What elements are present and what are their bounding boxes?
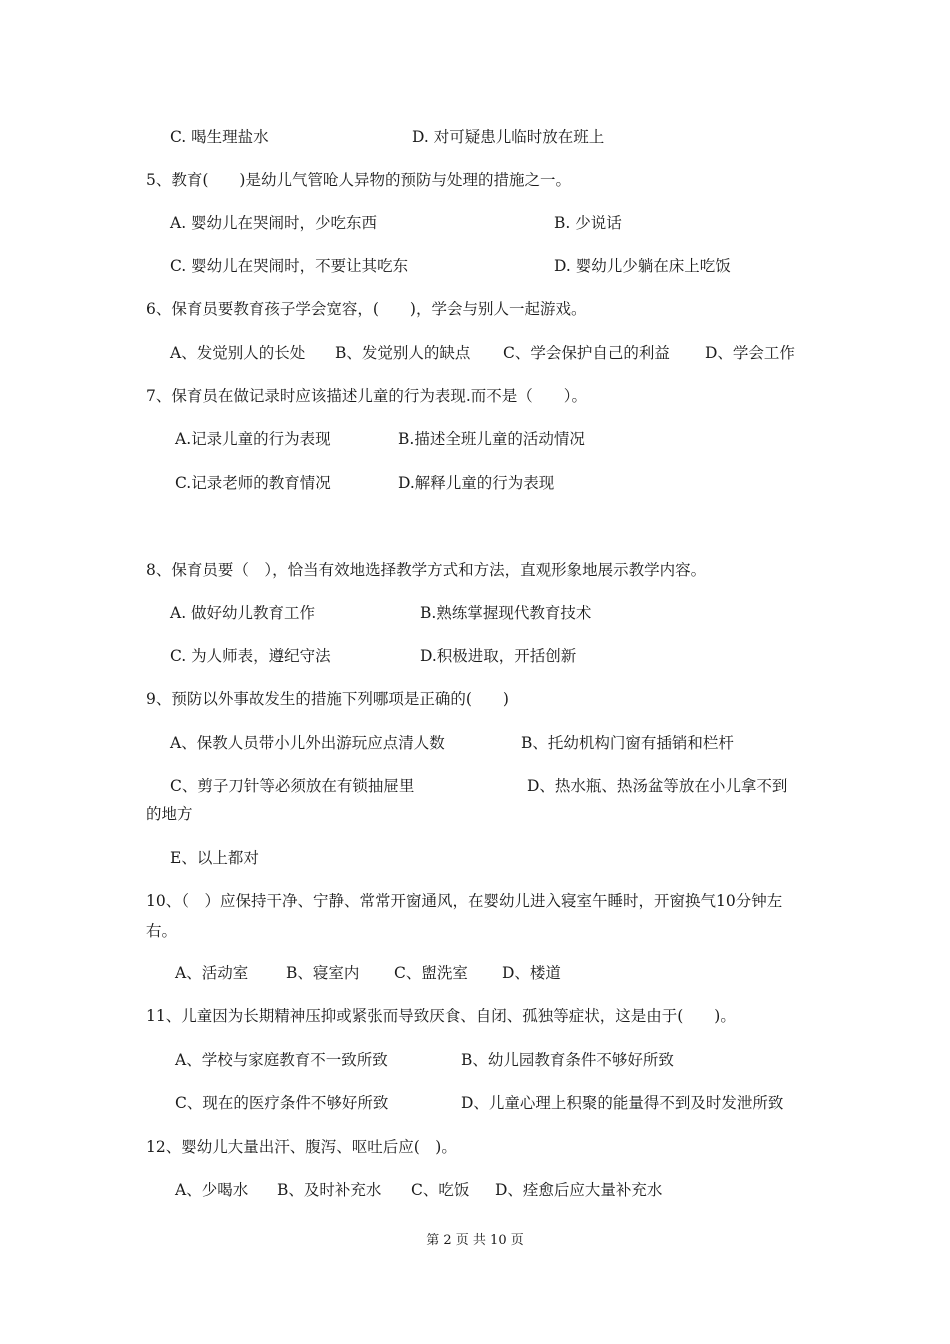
q6-option-a: A、发觉别人的长处 — [170, 344, 306, 362]
q8-option-b: B.熟练掌握现代教育技术 — [420, 604, 592, 622]
q11-option-b: B、幼儿园教育条件不够好所致 — [461, 1051, 674, 1069]
q4-option-c: C. 喝生理盐水 — [170, 128, 269, 146]
q10-option-b: B、寝室内 — [286, 964, 360, 982]
q10-option-a: A、活动室 — [175, 964, 249, 982]
q5-option-a: A. 婴幼儿在哭闹时，少吃东西 — [170, 214, 378, 232]
q5-option-b: B. 少说话 — [554, 214, 622, 232]
q12-option-d: D、痊愈后应大量补充水 — [495, 1181, 663, 1199]
q10-option-d: D、楼道 — [502, 964, 561, 982]
q12-option-c: C、吃饭 — [411, 1181, 470, 1199]
q10-option-c: C、盥洗室 — [394, 964, 468, 982]
q5-stem: 5、教育( )是幼儿气管呛人异物的预防与处理的措施之一。 — [146, 171, 571, 189]
q7-option-c: C.记录老师的教育情况 — [175, 474, 331, 492]
q10-stem: 10、（ ）应保持干净、宁静、常常开窗通风，在婴幼儿进入寝室午睡时，开窗换气10分钟左右。 — [146, 892, 783, 940]
q11-stem: 11、儿童因为长期精神压抑或紧张而导致厌食、自闭、孤独等症状，这是由于( )。 — [146, 1007, 736, 1025]
q9-option-a: A、保教人员带小儿外出游玩应点清人数 — [170, 734, 445, 752]
q12-stem: 12、婴幼儿大量出汗、腹泻、呕吐后应( )。 — [146, 1138, 457, 1156]
q7-option-d: D.解释儿童的行为表现 — [398, 474, 555, 492]
q9-option-e: E、以上都对 — [170, 849, 259, 867]
q12-option-b: B、及时补充水 — [277, 1181, 382, 1199]
q8-option-d: D.积极进取，开括创新 — [420, 647, 577, 665]
q9-stem: 9、预防以外事故发生的措施下列哪项是正确的( ) — [146, 690, 509, 708]
q6-option-c: C、学会保护自己的利益 — [503, 344, 670, 362]
q11-option-c: C、现在的医疗条件不够好所致 — [175, 1094, 389, 1112]
q8-stem: 8、保育员要（ ），恰当有效地选择教学方式和方法，直观形象地展示教学内容。 — [146, 561, 707, 579]
q6-stem: 6、保育员要教育孩子学会宽容，( )，学会与别人一起游戏。 — [146, 300, 587, 318]
q7-stem: 7、保育员在做记录时应该描述儿童的行为表现.而不是（ ）。 — [146, 387, 588, 405]
q6-option-d: D、学会工作 — [705, 344, 795, 362]
page-number: 第 2 页 共 10 页 — [426, 1233, 524, 1248]
q11-option-d: D、儿童心理上积聚的能量得不到及时发泄所致 — [461, 1094, 784, 1112]
q9-option-d-continued: 的地方 — [146, 805, 193, 823]
q5-option-d: D. 婴幼儿少躺在床上吃饭 — [554, 257, 731, 275]
q12-option-a: A、少喝水 — [175, 1181, 249, 1199]
q7-option-b: B.描述全班儿童的活动情况 — [398, 430, 585, 448]
q4-option-d: D. 对可疑患儿临时放在班上 — [412, 128, 605, 146]
q5-option-c: C. 婴幼儿在哭闹时，不要让其吃东 — [170, 257, 409, 275]
q9-option-d: D、热水瓶、热汤盆等放在小儿拿不到 — [527, 777, 788, 795]
q8-option-a: A. 做好幼儿教育工作 — [170, 604, 316, 622]
q8-option-c: C. 为人师表，遵纪守法 — [170, 647, 331, 665]
q11-option-a: A、学校与家庭教育不一致所致 — [175, 1051, 388, 1069]
q9-option-c: C、剪子刀针等必须放在有锁抽屉里 — [170, 777, 415, 795]
q9-option-b: B、托幼机构门窗有插销和栏杆 — [521, 734, 734, 752]
q7-option-a: A.记录儿童的行为表现 — [175, 430, 331, 448]
q6-option-b: B、发觉别人的缺点 — [335, 344, 471, 362]
